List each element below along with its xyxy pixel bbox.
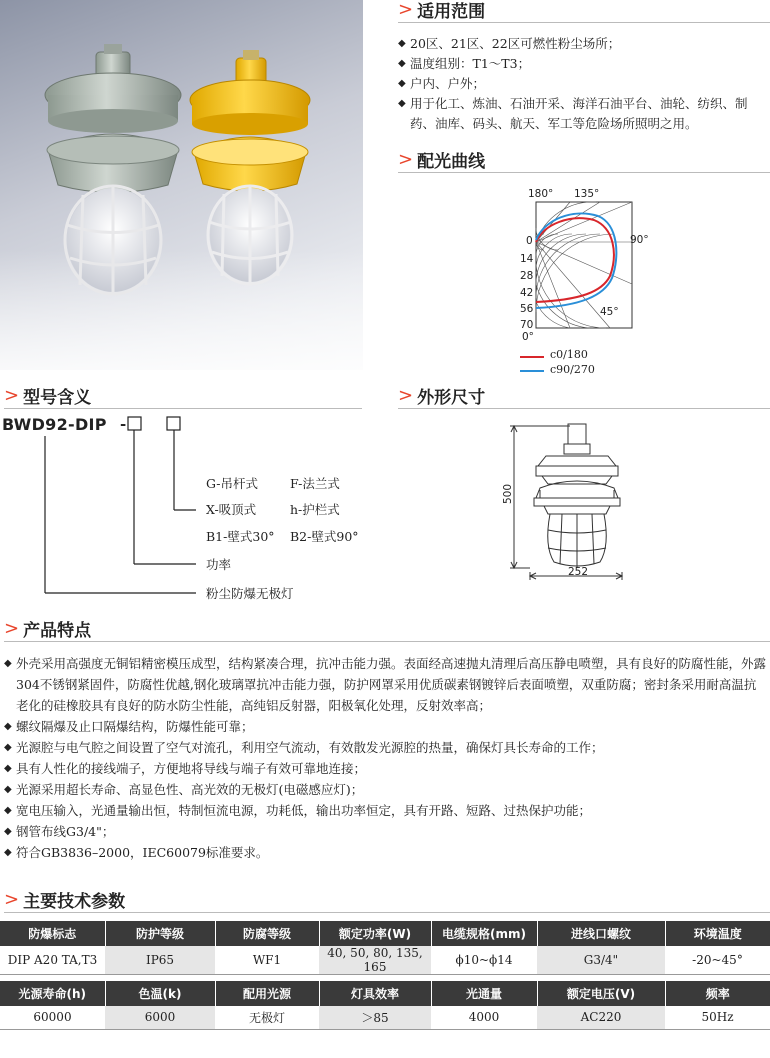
- arrow-icon: >: [4, 384, 20, 406]
- product-photo: [0, 0, 363, 370]
- list-item: ◆ 用于化工、炼油、石油开采、海洋石油平台、油轮、纺织、制药、油库、码头、航天、军工等危险场所照明之用。: [398, 94, 770, 134]
- model-power: 功率: [206, 557, 232, 572]
- table-header-cell: 防腐等级: [215, 921, 319, 946]
- dimension-drawing: [500, 418, 640, 586]
- table-cell: 50Hz: [665, 1006, 770, 1029]
- table-header-cell: 环境温度: [665, 921, 770, 946]
- section-title: 配光曲线: [417, 151, 486, 172]
- table-cell: AC220: [537, 1006, 665, 1029]
- angle-label: 180°: [528, 188, 554, 200]
- list-item: ◆ 光源采用超长寿命、高显色性、高光效的无极灯(电磁感应灯)；: [4, 779, 768, 800]
- table-cell: ＞85: [319, 1006, 431, 1029]
- table-header-cell: 防护等级: [105, 921, 215, 946]
- divider: [398, 172, 770, 173]
- arrow-icon: >: [4, 617, 20, 639]
- table-cell: G3/4": [537, 946, 665, 975]
- angle-label: 45°: [600, 306, 619, 318]
- spec-table-2: [0, 981, 770, 1030]
- model-option-b2: B2-壁式90°: [290, 529, 359, 544]
- table-row: [0, 946, 770, 975]
- radial-label: 42: [520, 287, 534, 299]
- section-heading-model: [4, 384, 91, 406]
- table-cell: 4000: [431, 1006, 537, 1029]
- table-header-cell: 配用光源: [215, 981, 319, 1006]
- model-name: 粉尘防爆无极灯: [206, 586, 294, 601]
- legend-swatch-c90: [520, 370, 544, 372]
- table-cell: -20~45°: [665, 946, 770, 975]
- model-code: BWD92-DIP: [2, 415, 107, 434]
- legend-swatch-c0: [520, 356, 544, 358]
- divider: [4, 641, 770, 642]
- divider: [4, 408, 362, 409]
- model-dash: -: [120, 415, 127, 433]
- list-item: ◆ 宽电压输入，光通量输出恒，特制恒流电源，功耗低，输出功率恒定，具有开路、短路、过热保护功能；: [4, 800, 768, 821]
- dimension-width: 252: [568, 566, 589, 578]
- table-cell: DIP A20 TA,T3: [0, 946, 105, 975]
- spec-table-1: [0, 921, 770, 975]
- table-cell: 40, 50, 80, 135, 165: [319, 946, 431, 975]
- table-header-cell: 频率: [665, 981, 770, 1006]
- table-cell: IP65: [105, 946, 215, 975]
- model-option-g: G-吊杆式: [206, 476, 258, 491]
- table-header-cell: 额定功率(W): [319, 921, 431, 946]
- radial-label: 14: [520, 253, 534, 265]
- table-header-cell: 色温(k): [105, 981, 215, 1006]
- dimension-height: 500: [502, 483, 515, 505]
- angle-label: 90°: [630, 234, 649, 246]
- polar-chart: [510, 184, 650, 384]
- table-header-row: [0, 921, 770, 946]
- arrow-icon: >: [398, 0, 414, 20]
- list-item: ◆ 户内、户外；: [398, 74, 770, 94]
- table-header-cell: 光通量: [431, 981, 537, 1006]
- table-header-row: [0, 981, 770, 1006]
- legend-label: c90/270: [550, 363, 595, 376]
- section-title: 型号含义: [23, 387, 92, 408]
- divider: [398, 22, 770, 23]
- table-header-cell: 进线口螺纹: [537, 921, 665, 946]
- table-cell: 无极灯: [215, 1006, 319, 1029]
- radial-label: 28: [520, 270, 534, 282]
- arrow-icon: >: [398, 148, 414, 170]
- section-title: 适用范围: [417, 1, 486, 22]
- list-item: ◆ 具有人性化的接线端子，方便地将导线与端子有效可靠地连接；: [4, 758, 768, 779]
- section-heading-dimensions: [398, 384, 485, 406]
- arrow-icon: >: [398, 384, 414, 406]
- list-item: ◆ 温度组别：T1～T3；: [398, 54, 770, 74]
- radial-label: 0: [526, 235, 533, 247]
- legend-label: c0/180: [550, 348, 588, 361]
- model-option-f: F-法兰式: [290, 476, 340, 491]
- table-header-cell: 电缆规格(mm): [431, 921, 537, 946]
- table-header-cell: 光源寿命(h): [0, 981, 105, 1006]
- section-heading-light-curve: [398, 148, 485, 170]
- section-heading-features: [4, 617, 91, 639]
- table-cell: 6000: [105, 1006, 215, 1029]
- table-cell: ϕ10~ϕ14: [431, 946, 537, 975]
- lamp-outline-drawing: [500, 418, 640, 586]
- section-title: 主要技术参数: [23, 891, 126, 912]
- section-title: 外形尺寸: [417, 387, 486, 408]
- list-item: ◆ 20区、21区、22区可燃性粉尘场所；: [398, 34, 770, 54]
- list-item: ◆ 螺纹隔爆及止口隔爆结构，防爆性能可靠；: [4, 716, 768, 737]
- section-heading-tech-params: [4, 888, 125, 910]
- model-option-x: X-吸顶式: [206, 502, 257, 517]
- table-cell: WF1: [215, 946, 319, 975]
- divider: [4, 912, 770, 913]
- section-heading-scope: [398, 0, 485, 20]
- model-option-b1: B1-壁式30°: [206, 529, 275, 544]
- scope-list: [398, 34, 770, 134]
- table-header-cell: 防爆标志: [0, 921, 105, 946]
- model-option-h: h-护栏式: [290, 502, 340, 517]
- table-header-cell: 灯具效率: [319, 981, 431, 1006]
- divider: [398, 408, 770, 409]
- table-cell: 60000: [0, 1006, 105, 1029]
- section-title: 产品特点: [23, 620, 92, 641]
- angle-label: 0°: [522, 331, 534, 343]
- list-item: ◆ 光源腔与电气腔之间设置了空气对流孔，利用空气流动，有效散发光源腔的热量，确保灯具长寿命的工作；: [4, 737, 768, 758]
- feature-list: [4, 653, 768, 863]
- angle-label: 135°: [574, 188, 600, 200]
- radial-label: 56: [520, 303, 534, 315]
- table-row: [0, 1006, 770, 1029]
- arrow-icon: >: [4, 888, 20, 910]
- list-item: ◆ 外壳采用高强度无铜铝精密模压成型，结构紧凑合理，抗冲击能力强。表面经高速抛丸清理后高压静电喷塑，具有良好的防腐性能，外露304不锈钢紧固件，防腐性优越,钢化玻璃罩抗冲击能力强，防护网罩采用优质碳素钢镀锌后表面喷塑，双重防腐；密封条采用耐高温抗老化的硅橡胶具有良好的防水防尘性能，高纯铝反射器，阳极氧化处理，反射效率高；: [4, 653, 768, 716]
- table-header-cell: 额定电压(V): [537, 981, 665, 1006]
- list-item: ◆ 钢管布线G3/4"；: [4, 821, 768, 842]
- radial-label: 70: [520, 319, 534, 331]
- product-lamps-illustration: [0, 0, 363, 370]
- list-item: ◆ 符合GB3836–2000，IEC60079标准要求。: [4, 842, 768, 863]
